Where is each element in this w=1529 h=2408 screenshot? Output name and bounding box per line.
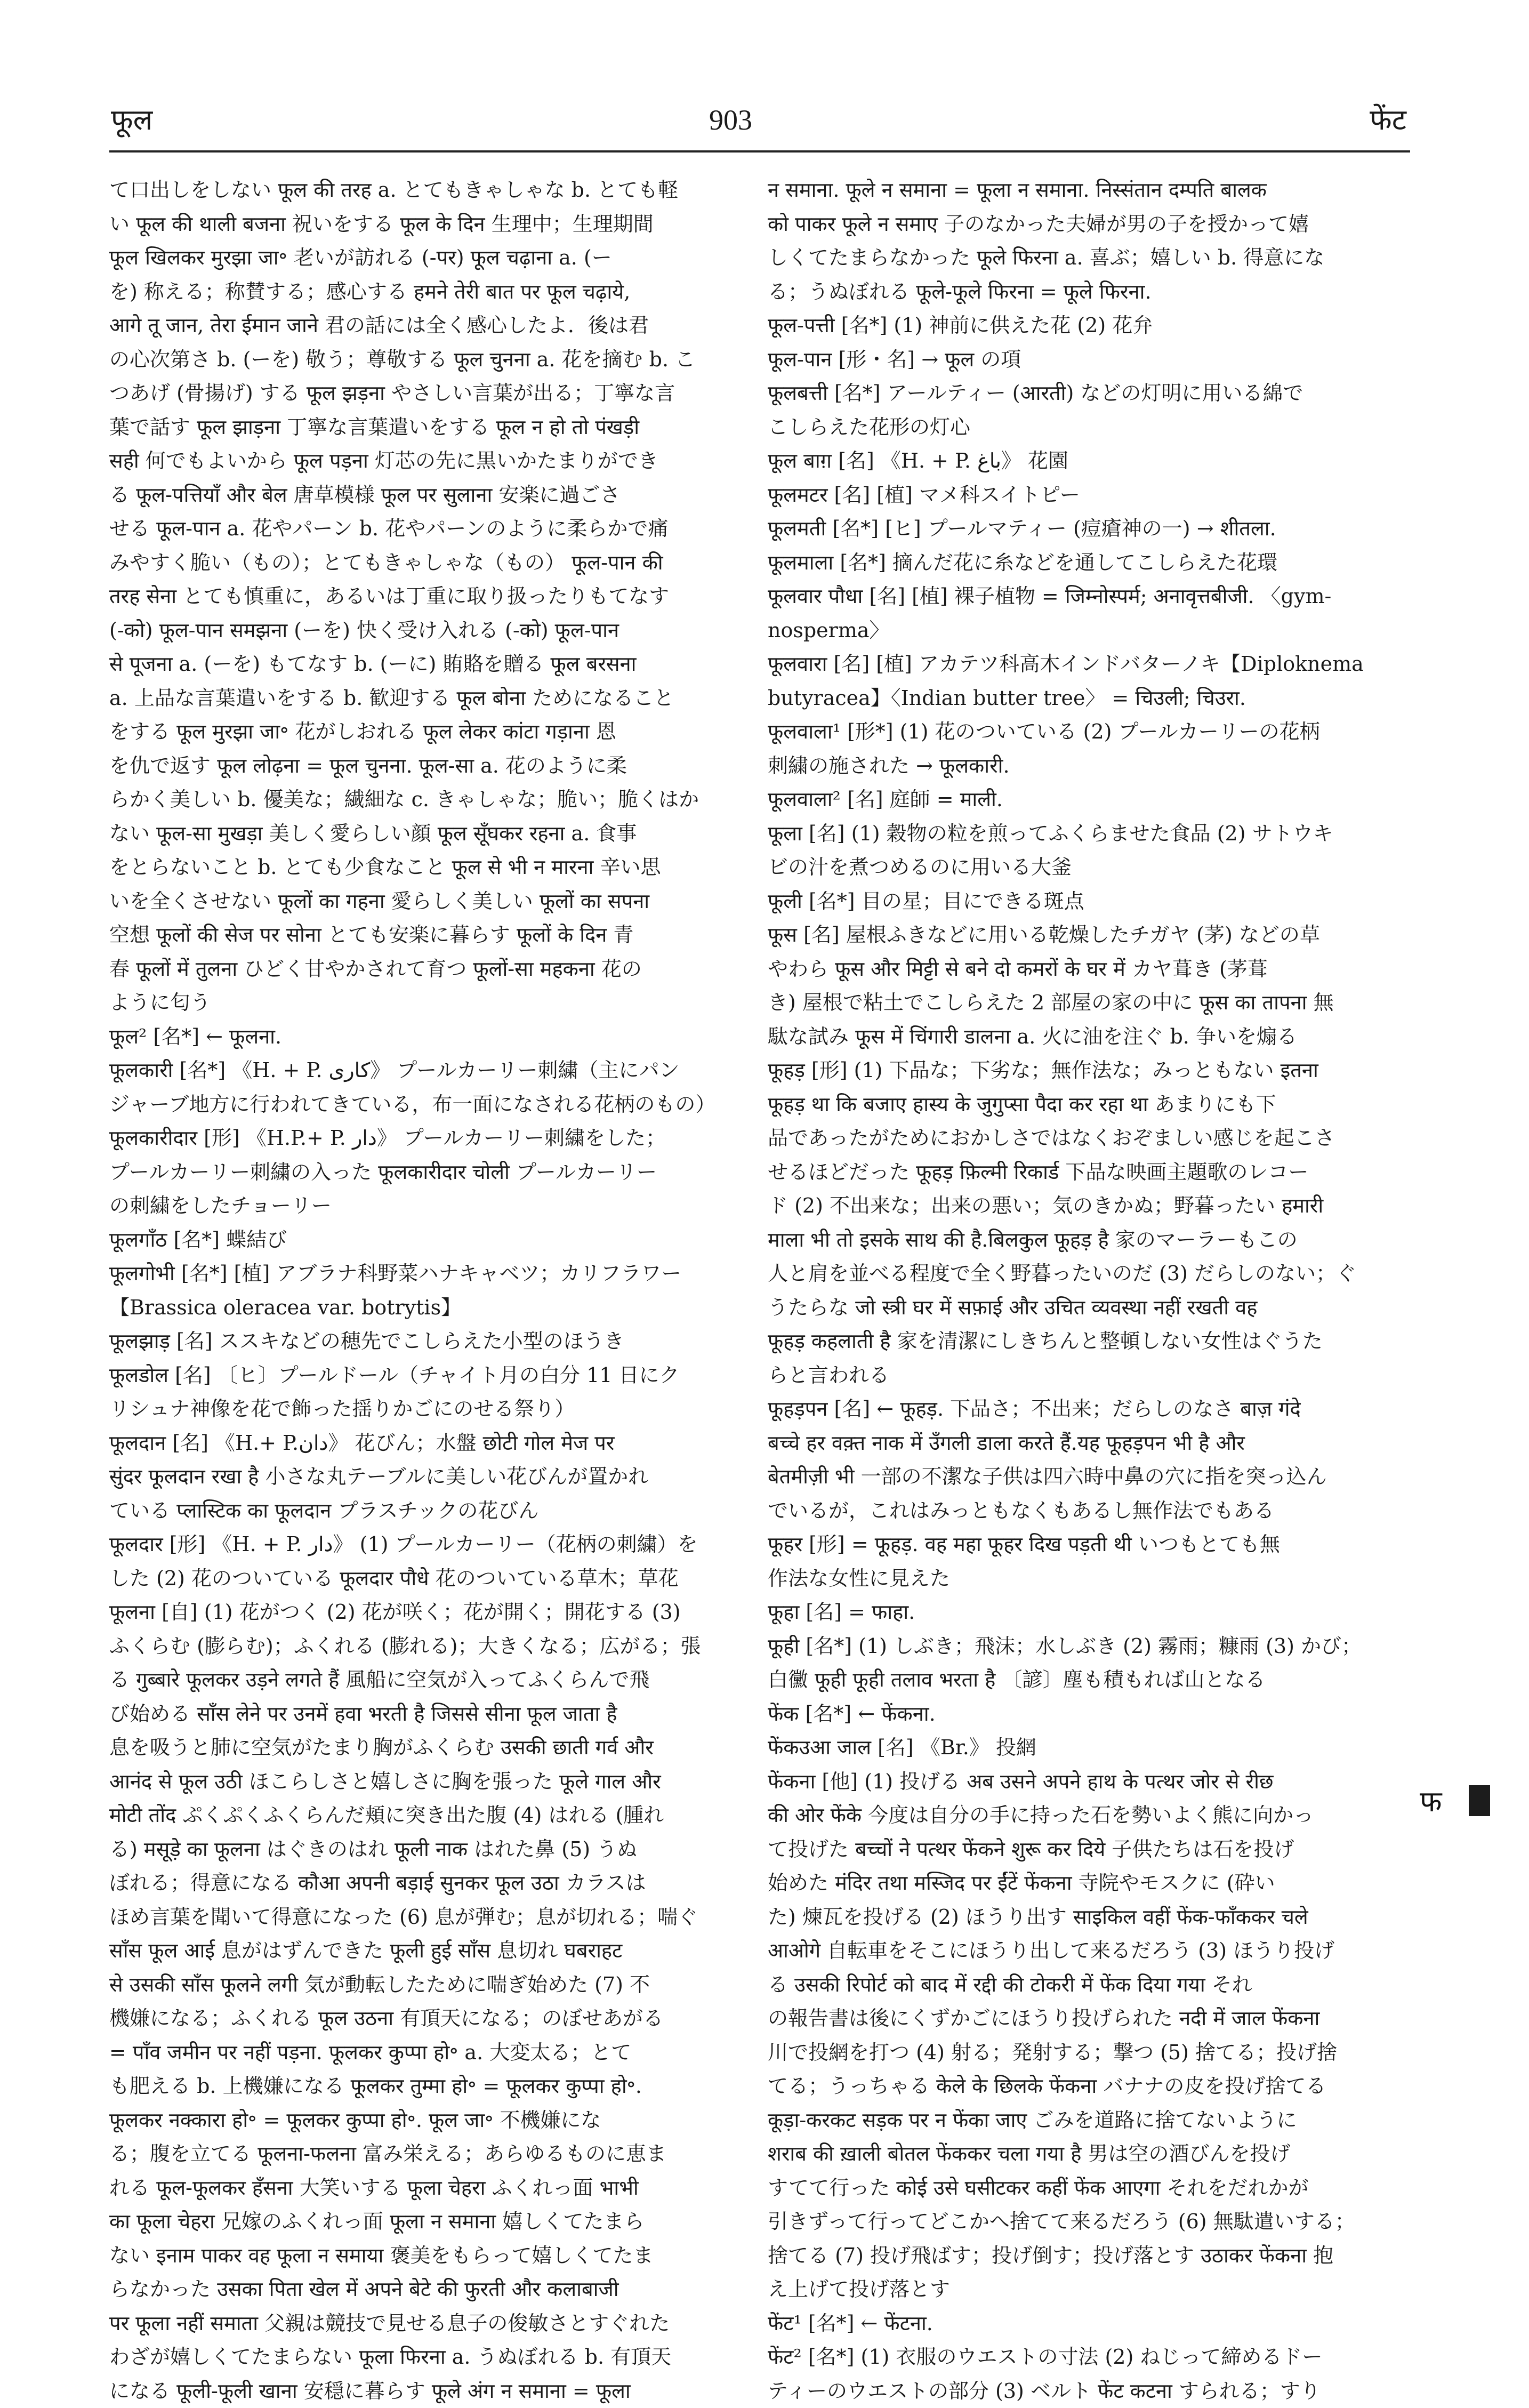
entry-line: आओगे 自転車をそこにほうり出して来るだろう (3) ほうり投げ xyxy=(768,1934,1405,1968)
entry-line: फूला [名] (1) 穀物の粒を煎ってふくらませた食品 (2) サトウキ xyxy=(768,817,1405,851)
entry-line: से पूजना a. (ーを) もてなす b. (ーに) 賄賂を贈る फूल बरसना xyxy=(109,647,738,681)
entry-line: पर फूला नहीं समाता 父親は競技で見せる息子の俊敏さとすぐれた xyxy=(109,2307,738,2341)
entry-line: फूलमती [名*] [ヒ] プールマティー (痘瘡神の一) → शीतला. xyxy=(768,512,1405,546)
thumb-index-letter: फ xyxy=(1420,1781,1442,1823)
entry-line: 春 फूलों में तुलना ひどく甘やかされて育つ फूलों-सा महकना 花の xyxy=(109,952,738,986)
entry-line: आगे तू जान, तेरा ईमान जाने 君の話には全く感心したよ．後は君 xyxy=(109,309,738,343)
entry-line: ティーのウエストの部分 (3) ベルト फेंट कटना すられる；すり xyxy=(768,2374,1405,2408)
entry-line: फूल-पान [形・名] → फूल の項 xyxy=(768,343,1405,377)
left-column xyxy=(109,173,738,2104)
entry-line: बेतमीज़ी भी 一部の不潔な子供は四六時中鼻の穴に指を突っ込ん xyxy=(768,1460,1405,1494)
entry-line: फूलगोभी [名*] [植] アブラナ科野菜ハナキャベツ；カリフラワー xyxy=(109,1257,738,1291)
entry-line: फूही [名*] (1) しぶき；飛沫；水しぶき (2) 霧雨；糠雨 (3) かび； xyxy=(768,1630,1405,1664)
entry-line: का फूला चेहरा 兄嫁のふくれっ面 फूला न समाना 嬉しくてたまら xyxy=(109,2205,738,2239)
entry-line: せる फूल-पान a. 花やパーン b. 花やパーンのように柔らかで痛 xyxy=(109,512,738,546)
entry-line: つあげ (骨揚げ) する फूल झड़ना やさしい言葉が出る；丁寧な言 xyxy=(109,376,738,411)
entry-line: ない इनाम पाकर वह फूला न समाया 褒美をもらって嬉しくてたま xyxy=(109,2239,738,2273)
entry-line: みやすく脆い（もの）；とてもきゃしゃな（もの） फूल-पान की xyxy=(109,546,738,580)
entry-line: らと言われる xyxy=(768,1359,1405,1393)
entry-line: माला भी तो इसके साथ की है.बिलकुल फूहड़ है 家のマーラーもこの xyxy=(768,1223,1405,1257)
entry-line: き) 屋根で粘土でこしらえた 2 部屋の家の中に फूस का तापना 無 xyxy=(768,986,1405,1020)
entry-line: せるほどだった फूहड़ फ़िल्मी रिकार्ड 下品な映画主題歌のレコー xyxy=(768,1155,1405,1190)
entry-line: फूहड़पन [名] ← फूहड़. 下品さ；不出来；だらしのなさ बाज़ गंदे xyxy=(768,1392,1405,1426)
entry-line: फूल बाग़ [名] 《H. + P. باغ》 花園 xyxy=(768,444,1405,478)
entry-line: फूल खिलकर मुरझा जा॰ 老いが訪れる (-पर) फूल चढ़ाना a. (ー xyxy=(109,241,738,275)
entry-line: फूल² [名*] ← फूलना. xyxy=(109,1020,738,1054)
entry-line: फूहड़ कहलाती है 家を清潔にしきちんと整頓しない女性はぐうた xyxy=(768,1325,1405,1359)
entry-line: 機嫌になる；ふくれる फूल उठना 有頂天になる；のぼせあがる xyxy=(109,2002,738,2036)
entry-line: तरह सेना とても慎重に，あるいは丁重に取り扱ったりもてなす xyxy=(109,580,738,614)
entry-line: る उसकी रिपोर्ट को बाद में रद्दी की टोकरी में फेंक दिया गया それ xyxy=(768,1968,1405,2002)
entry-line: फूलबत्ती [名*] アールティー (आरती) などの灯明に用いる綿で xyxy=(768,376,1405,411)
entry-line: うたらな जो स्त्री घर में सफ़ाई और उचित व्यवस्था नहीं रखती वह xyxy=(768,1291,1405,1325)
entry-line: 川で投網を打つ (4) 射る；発射する；撃つ (5) 捨てる；投げ捨 xyxy=(768,2036,1405,2070)
entry-line: फूहड़ [形] (1) 下品な；下劣な；無作法な；みっともない इतना xyxy=(768,1054,1405,1088)
entry-line: फेंट¹ [名*] ← फेंटना. xyxy=(768,2307,1405,2341)
entry-line: 息を吸うと肺に空気がたまり胸がふくらむ उसकी छाती गर्व और xyxy=(109,1731,738,1765)
entry-line: でいるが，これはみっともなくもあるし無作法でもある xyxy=(768,1494,1405,1528)
entry-line: ビの汁を煮つめるのに用いる大釜 xyxy=(768,850,1405,885)
entry-line: 捨てる (7) 投げ飛ばす；投げ倒す；投げ落とす उठाकर फेंकना 抱 xyxy=(768,2239,1405,2273)
entry-line: 品であったがためにおかしさではなくおぞましい感じを起こさ xyxy=(768,1121,1405,1155)
entry-line: फूलकारीदार [形] 《H.P.+ P. دار》 プールカーリー刺繍をした； xyxy=(109,1121,738,1155)
entry-line: をする फूल मुरझा जा॰ 花がしおれる फूल लेकर कांटा गड़ाना 恩 xyxy=(109,715,738,749)
entry-line: फूलमटर [名] [植] マメ科スイトピー xyxy=(768,478,1405,512)
entry-line: れる फूल-फूलकर हँसना 大笑いする फूला चेहरा ふくれっ面 भाभी xyxy=(109,2171,738,2205)
entry-line: の心次第さ b. (ーを) 敬う；尊敬する फूल चुनना a. 花を摘む b. こ xyxy=(109,343,738,377)
entry-line: से उसकी साँस फूलने लगी 気が動転したために喘ぎ始めた (7) 不 xyxy=(109,1968,738,2002)
entry-line: プールカーリー刺繍の入った फूलकारीदार चोली プールカーリー xyxy=(109,1155,738,1190)
entry-line: सुंदर फूलदान रखा है 小さな丸テーブルに美しい花びんが置かれ xyxy=(109,1460,738,1494)
entry-line: फूलमाला [名*] 摘んだ花に糸などを通してこしらえた花環 xyxy=(768,546,1405,580)
entry-line: फूलवारा [名] [植] アカテツ科高木インドバターノキ【Diploknema xyxy=(768,647,1405,681)
entry-line: ふくらむ (膨らむ)；ふくれる (膨れる)；大きくなる；広がる；張 xyxy=(109,1630,738,1664)
right-column xyxy=(768,173,1405,2104)
entry-line: साँस फूल आई 息がはずんできた फूली हुई साँस 息切れ घबराहट xyxy=(109,1934,738,1968)
entry-line: फूस [名] 屋根ふきなどに用いる乾燥したチガヤ (茅) などの草 xyxy=(768,918,1405,952)
entry-line: ない फूल-सा मुखड़ा 美しく愛らしい顔 फूल सूँघकर रहना a. 食事 xyxy=(109,817,738,851)
entry-line: の刺繍をしたチョーリー xyxy=(109,1189,738,1223)
entry-line: ほめ言葉を聞いて得意になった (6) 息が弾む；息が切れる；喘ぐ xyxy=(109,1900,738,1935)
entry-line: ド (2) 不出来な；出来の悪い；気のきかぬ；野暮ったい हमारी xyxy=(768,1189,1405,1223)
entry-line: の報告書は後にくずかごにほうり投げられた नदी में जाल फेंकना xyxy=(768,2002,1405,2036)
entry-line: 駄な試み फूस में चिंगारी डालना a. 火に油を注ぐ b. 争いを煽る xyxy=(768,1020,1405,1054)
entry-line: リシュナ神像を花で飾った揺りかごにのせる祭り） xyxy=(109,1392,738,1426)
entry-line: した (2) 花のついている फूलदार पौधे 花のついている草木；草花 xyxy=(109,1562,738,1596)
entry-line: やわら फूस और मिट्टी से बने दो कमरों के घर में カヤ葺き (茅葺 xyxy=(768,952,1405,986)
entry-line: 【Brassica oleracea var. botrytis】 xyxy=(109,1291,738,1325)
entry-line: も肥える b. 上機嫌になる फूलकर तुम्मा हो॰ = फूलकर कुप्पा हो॰. xyxy=(109,2069,738,2104)
entry-line: फेंट² [名*] (1) 衣服のウエストの寸法 (2) ねじって締めるドー xyxy=(768,2340,1405,2374)
entry-line: 作法な女性に見えた xyxy=(768,1562,1405,1596)
entry-line: い फूल की थाली बजना 祝いをする फूल के दिन 生理中；生理期間 xyxy=(109,207,738,242)
entry-line: फूली [名*] 目の星；目にできる斑点 xyxy=(768,885,1405,919)
entry-line: फूलडोल [名] 〔ヒ〕プールドール（チャイト月の白分 11 日にク xyxy=(109,1359,738,1393)
header-rule xyxy=(109,150,1410,152)
entry-line: फूल-पत्ती [名*] (1) 神前に供えた花 (2) 花弁 xyxy=(768,309,1405,343)
entry-line: び始める साँस लेने पर उनमें हवा भरती है जिससे सीना फूल जाता है xyxy=(109,1697,738,1731)
entry-line: फूलदान [名] 《H.+ P.دان》 花びん；水盤 छोटी गोल मेज पर xyxy=(109,1426,738,1460)
entry-line: फूलझाड़ [名] ススキなどの穂先でこしらえた小型のほうき xyxy=(109,1325,738,1359)
page-number: 903 xyxy=(709,101,752,139)
entry-line: をとらないこと b. とても少食なこと फूल से भी न मारना 辛い思 xyxy=(109,850,738,885)
entry-line: फूलना [自] (1) 花がつく (2) 花が咲く；花が開く；開花する (3) xyxy=(109,1595,738,1630)
entry-line: る गुब्बारे फूलकर उड़ने लगते हैं 風船に空気が入ってふくらんで飛 xyxy=(109,1663,738,1697)
entry-line: फूलवाला² [名] 庭師 = माली. xyxy=(768,783,1405,817)
entry-line: को पाकर फूले न समाए 子のなかった夫婦が男の子を授かって嬉 xyxy=(768,207,1405,242)
entry-line: る；うぬぼれる फूले-फूले फिरना = फूले फिरना. xyxy=(768,275,1405,309)
thumb-index-tab xyxy=(1420,1781,1500,1823)
entry-line: を) 称える；称賛する；感心する हमने तेरी बात पर फूल चढ़ाये, xyxy=(109,275,738,309)
entry-line: ている प्लास्टिक का फूलदान プラスチックの花びん xyxy=(109,1494,738,1528)
entry-line: की ओर फेंके 今度は自分の手に持った石を勢いよく熊に向かっ xyxy=(768,1799,1405,1833)
entry-line: 刺繍の施された → फूलकारी. xyxy=(768,749,1405,783)
entry-line: फूहर [形] = फूहड़. वह महा फूहर दिख पड़ती थी いつもとても無 xyxy=(768,1528,1405,1562)
entry-line: nosperma〉 xyxy=(768,614,1405,648)
entry-line: फेंकउआ जाल [名] 《Br.》 投網 xyxy=(768,1731,1405,1765)
entry-line: फूलकारी [名*] 《H. + P. کاری》 プールカーリー刺繍（主にパン xyxy=(109,1054,738,1088)
entry-line: न समाना. फूले न समाना = फूला न समाना. निस्संतान दम्पति बालक xyxy=(768,173,1405,207)
entry-line: る；腹を立てる फूलना-फलना 富み栄える；あらゆるものに恵ま xyxy=(109,2137,738,2171)
entry-line: कूड़ा-करकट सड़क पर न फेंका जाए ごみを道路に捨てないように xyxy=(768,2104,1405,2138)
entry-line: a. 上品な言葉遣いをする b. 歓迎する फूल बोना ためになること xyxy=(109,681,738,716)
entry-line: ジャーブ地方に行われてきている，布一面になされる花柄のもの） xyxy=(109,1088,738,1122)
entry-line: ように匂う xyxy=(109,986,738,1020)
entry-line: फूलदार [形] 《H. + P. دار》 (1) プールカーリー（花柄の刺繍）を xyxy=(109,1528,738,1562)
entry-line: え上げて投げ落とす xyxy=(768,2273,1405,2307)
entry-line: 引きずって行ってどこかへ捨てて来るだろう (6) 無駄遣いする； xyxy=(768,2205,1405,2239)
entry-line: मोटी तोंद ぷくぷくふくらんだ頬に突き出た腹 (4) はれる (腫れ xyxy=(109,1799,738,1833)
entry-line: 空想 फूलों की सेज पर सोना とても安楽に暮らす फूलों के दिन 青 xyxy=(109,918,738,952)
entry-line: बच्चे हर वक़्त नाक में उँगली डाला करते हैं.यह फूहड़पन भी है और xyxy=(768,1426,1405,1460)
entry-line: になる फूली-फूली खाना 安穏に暮らす फूले अंग न समाना = फूला xyxy=(109,2374,738,2408)
entry-line: शराब की ख़ाली बोतल फेंककर चला गया है 男は空の酒びんを投げ xyxy=(768,2137,1405,2171)
entry-line: = पाँव जमीन पर नहीं पड़ना. फूलकर कुप्पा हो॰ a. 大変太る；とて xyxy=(109,2036,738,2070)
thumb-index-marker xyxy=(1469,1785,1490,1816)
entry-line: फूलवाला¹ [形*] (1) 花のついている (2) プールカーリーの花柄 xyxy=(768,715,1405,749)
entry-line: を仇で返す फूल लोढ़ना = फूल चुनना. फूल-सा a. 花のように柔 xyxy=(109,749,738,783)
entry-line: butyracea】〈Indian butter tree〉 = चिउली; चिउरा. xyxy=(768,681,1405,716)
entry-line: फेंक [名*] ← फेंकना. xyxy=(768,1697,1405,1731)
entry-line: て投げた बच्चों ने पत्थर फेंकने शुरू कर दिये 子供たちは石を投げ xyxy=(768,1833,1405,1867)
running-head-right: फेंट xyxy=(1370,101,1406,139)
entry-line: た) 煉瓦を投げる (2) ほうり出す साइकिल वहीं फेंक-फाँककर चले xyxy=(768,1900,1405,1935)
entry-line: てる；うっちゃる केले के छिलके फेंकना バナナの皮を投げ捨てる xyxy=(768,2069,1405,2104)
entry-line: (-को) फूल-पान समझना (ーを) 快く受け入れる (-को) फूल-पान xyxy=(109,614,738,648)
entry-line: らなかった उसका पिता खेल में अपने बेटे की फुरती और कलाबाजी xyxy=(109,2273,738,2307)
entry-line: いを全くさせない फूलों का गहना 愛らしく美しい फूलों का सपना xyxy=(109,885,738,919)
entry-line: て口出しをしない फूल की तरह a. とてもきゃしゃな b. とても軽 xyxy=(109,173,738,207)
entry-line: फूलगाँठ [名*] 蝶結び xyxy=(109,1223,738,1257)
entry-line: わざが嬉しくてたまらない फूला फिरना a. うぬぼれる b. 有頂天 xyxy=(109,2340,738,2374)
entry-line: फूहड़ था कि बजाए हास्य के जुगुप्सा पैदा कर रहा था あまりにも下 xyxy=(768,1088,1405,1122)
entry-line: 始めた मंदिर तथा मस्जिद पर ईंटें फेंकना 寺院やモスクに (砕い xyxy=(768,1866,1405,1900)
entry-line: फूलकर नक्कारा हो॰ = फूलकर कुप्पा हो॰. फूल जा॰ 不機嫌にな xyxy=(109,2104,738,2138)
entry-line: 白黴 फूही फूही तलाव भरता है 〔諺〕塵も積もれば山となる xyxy=(768,1663,1405,1697)
entry-line: फूहा [名] = फाहा. xyxy=(768,1595,1405,1630)
entry-line: फेंकना [他] (1) 投げる अब उसने अपने हाथ के पत्थर जोर से रीछ xyxy=(768,1765,1405,1799)
entry-line: こしらえた花形の灯心 xyxy=(768,411,1405,445)
entry-line: る फूल-पत्तियाँ और बेल 唐草模様 फूल पर सुलाना 安楽に過ごさ xyxy=(109,478,738,512)
entry-line: फूलवार पौधा [名] [植] 裸子植物 = जिम्नोस्पर्म; अनावृत्तबीजी. 〈gym- xyxy=(768,580,1405,614)
entry-line: らかく美しい b. 優美な；繊細な c. きゃしゃな；脆い；脆くはか xyxy=(109,783,738,817)
entry-line: 人と肩を並べる程度で全く野暮ったいのだ (3) だらしのない；ぐ xyxy=(768,1257,1405,1291)
entry-line: आनंद से फूल उठी ほこらしさと嬉しさに胸を張った फूले गाल और xyxy=(109,1765,738,1799)
entry-line: る) मसूड़े का फूलना はぐきのはれ फूली नाक はれた鼻 (5) うぬ xyxy=(109,1833,738,1867)
running-head-left: फूल xyxy=(111,101,152,139)
entry-line: ぼれる；得意になる कौआ अपनी बड़ाई सुनकर फूल उठा カラスは xyxy=(109,1866,738,1900)
entry-line: すてて行った कोई उसे घसीटकर कहीं फेंक आएगा それをだれかが xyxy=(768,2171,1405,2205)
entry-line: सही 何でもよいから फूल पड़ना 灯芯の先に黒いかたまりができ xyxy=(109,444,738,478)
entry-line: しくてたまらなかった फूले फिरना a. 喜ぶ；嬉しい b. 得意にな xyxy=(768,241,1405,275)
entry-line: 葉で話す फूल झाड़ना 丁寧な言葉遣いをする फूल न हो तो पंखड़ी xyxy=(109,411,738,445)
